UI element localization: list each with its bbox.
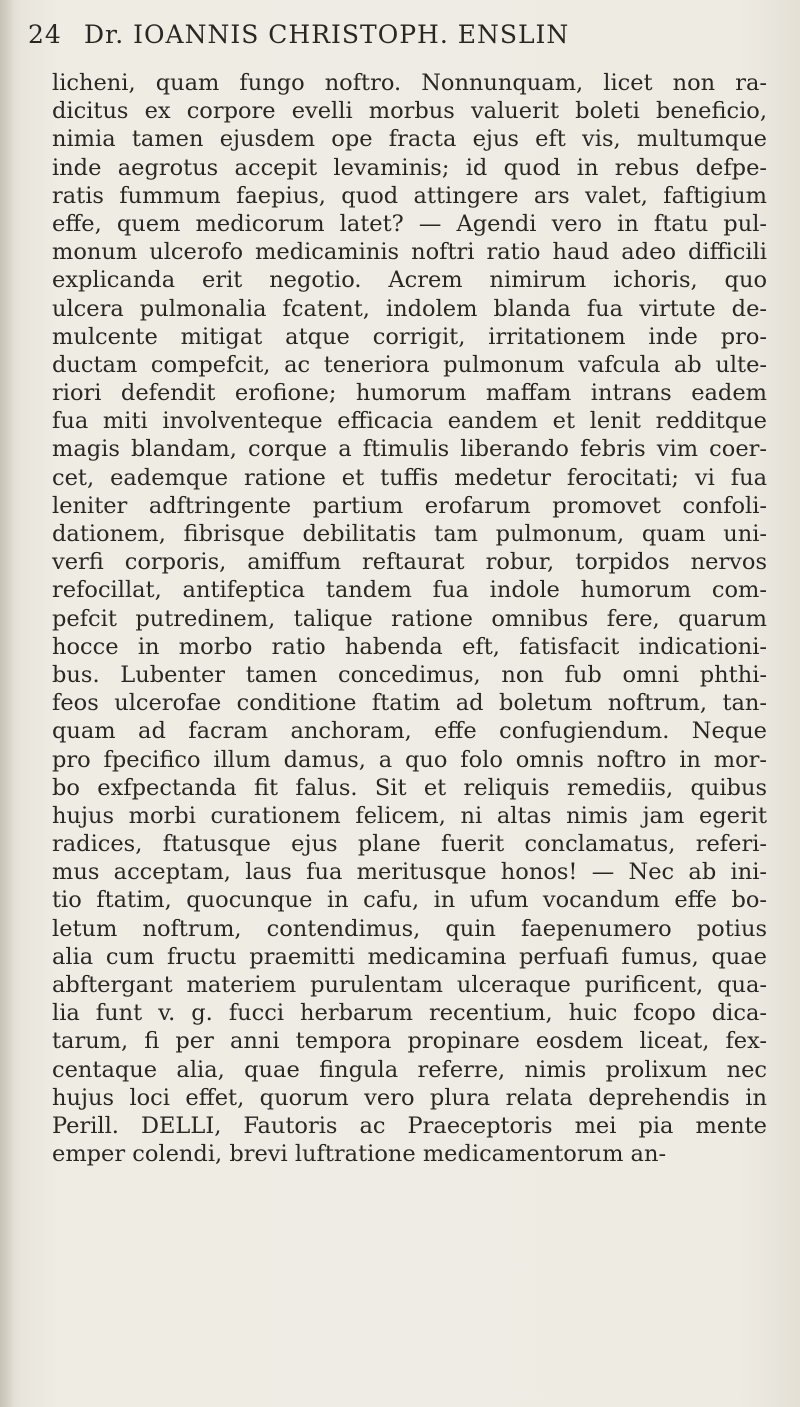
text-line: pefcit putredinem, talique ratione omnibus fere, quarum [52,605,767,632]
text-line: emper colendi, brevi luftratione medicamentorum an- [52,1141,667,1168]
text-line: ulcera pulmonalia fcatent, indolem blanda fua virtute de- [52,295,767,322]
text-line: inde aegrotus accepit levaminis; id quod in rebus defpe- [52,154,767,181]
text-line: dicitus ex corpore evelli morbus valuerit boleti beneficio, [52,98,767,125]
gutter-shadow [0,0,14,1407]
text-line: effe, quem medicorum latet? — Agendi vero in ftatu pul- [52,210,767,237]
text-line: alia cum fructu praemitti medicamina perfuafi fumus, quae [52,943,767,970]
text-line: abftergant materiem purulentam ulceraque purificent, qua- [52,972,767,998]
text-line: riori defendit erofione; humorum maffam intrans eadem [52,380,767,407]
text-line: mulcente mitigat atque corrigit, irritationem inde pro- [52,323,767,350]
text-line: pro fpecifico illum damus, a quo folo omnis noftro in mor- [52,746,767,773]
running-header [28,20,748,60]
text-line: lia funt v. g. fucci herbarum recentium, huic fcopo dica- [52,1000,767,1027]
text-line: hocce in morbo ratio habenda eft, fatisfacit indicationi- [52,633,767,660]
text-line: leniter adftringente partium erofarum promovet confoli- [52,492,767,519]
text-line: verfi corporis, amiffum reftaurat robur, torpidos nervos [52,549,767,576]
text-line: nimia tamen ejusdem ope fracta ejus eft vis, multumque [52,126,767,153]
text-line: tio ftatim, quocunque in cafu, in ufum vocandum effe bo- [52,887,767,914]
text-line: fua miti involventeque efficacia eandem et lenit redditque [52,408,767,435]
text-line: hujus morbi curationem felicem, ni altas nimis jam egerit [52,802,767,829]
text-line: hujus loci effet, quorum vero plura relata deprehendis in [52,1084,767,1111]
text-line: Perill. DELLI, Fautoris ac Praeceptoris mei pia mente [52,1112,767,1139]
text-line: monum ulcerofo medicaminis noftri ratio haud adeo difficili [52,239,767,266]
text-line: bus. Lubenter tamen concedimus, non fub omni phthi- [52,661,767,688]
text-line: bo exfpectanda fit falus. Sit et reliquis remediis, quibus [52,774,767,801]
text-line: ratis fummum faepius, quod attingere ars valet, faftigium [52,182,767,209]
running-title: Dr. IOANNIS CHRISTOPH. ENSLIN [84,20,570,49]
text-line: letum noftrum, contendimus, quin faepenumero potius [52,915,767,942]
text-line: centaque alia, quae fingula referre, nimis prolixum nec [52,1056,767,1083]
text-line: dationem, fibrisque debilitatis tam pulmonum, quam uni- [52,521,767,547]
text-line: tarum, fi per anni tempora propinare eosdem liceat, fex- [52,1028,767,1055]
text-line: mus acceptam, laus fua meritusque honos! — Nec ab ini- [52,859,767,886]
text-line: explicanda erit negotio. Acrem nimirum ichoris, quo [52,267,767,294]
text-line: radices, ftatusque ejus plane fuerit conclamatus, referi- [52,831,767,858]
text-line: refocillat, antifeptica tandem fua indole humorum com- [52,577,767,604]
text-line: ductam compefcit, ac teneriora pulmonum vafcula ab ulte- [52,351,767,378]
text-line: feos ulcerofae conditione ftatim ad boletum noftrum, tan- [52,690,767,717]
page-number: 24 [28,20,62,49]
text-line: licheni, quam fungo noftro. Nonnunquam, licet non ra- [52,70,767,96]
text-line: magis blandam, corque a ftimulis liberando febris vim coer- [52,436,767,463]
text-line: cet, eademque ratione et tuffis medetur ferocitati; vi fua [52,464,767,491]
body-text [52,69,767,1168]
text-line: quam ad facram anchoram, effe confugiendum. Neque [52,718,767,745]
